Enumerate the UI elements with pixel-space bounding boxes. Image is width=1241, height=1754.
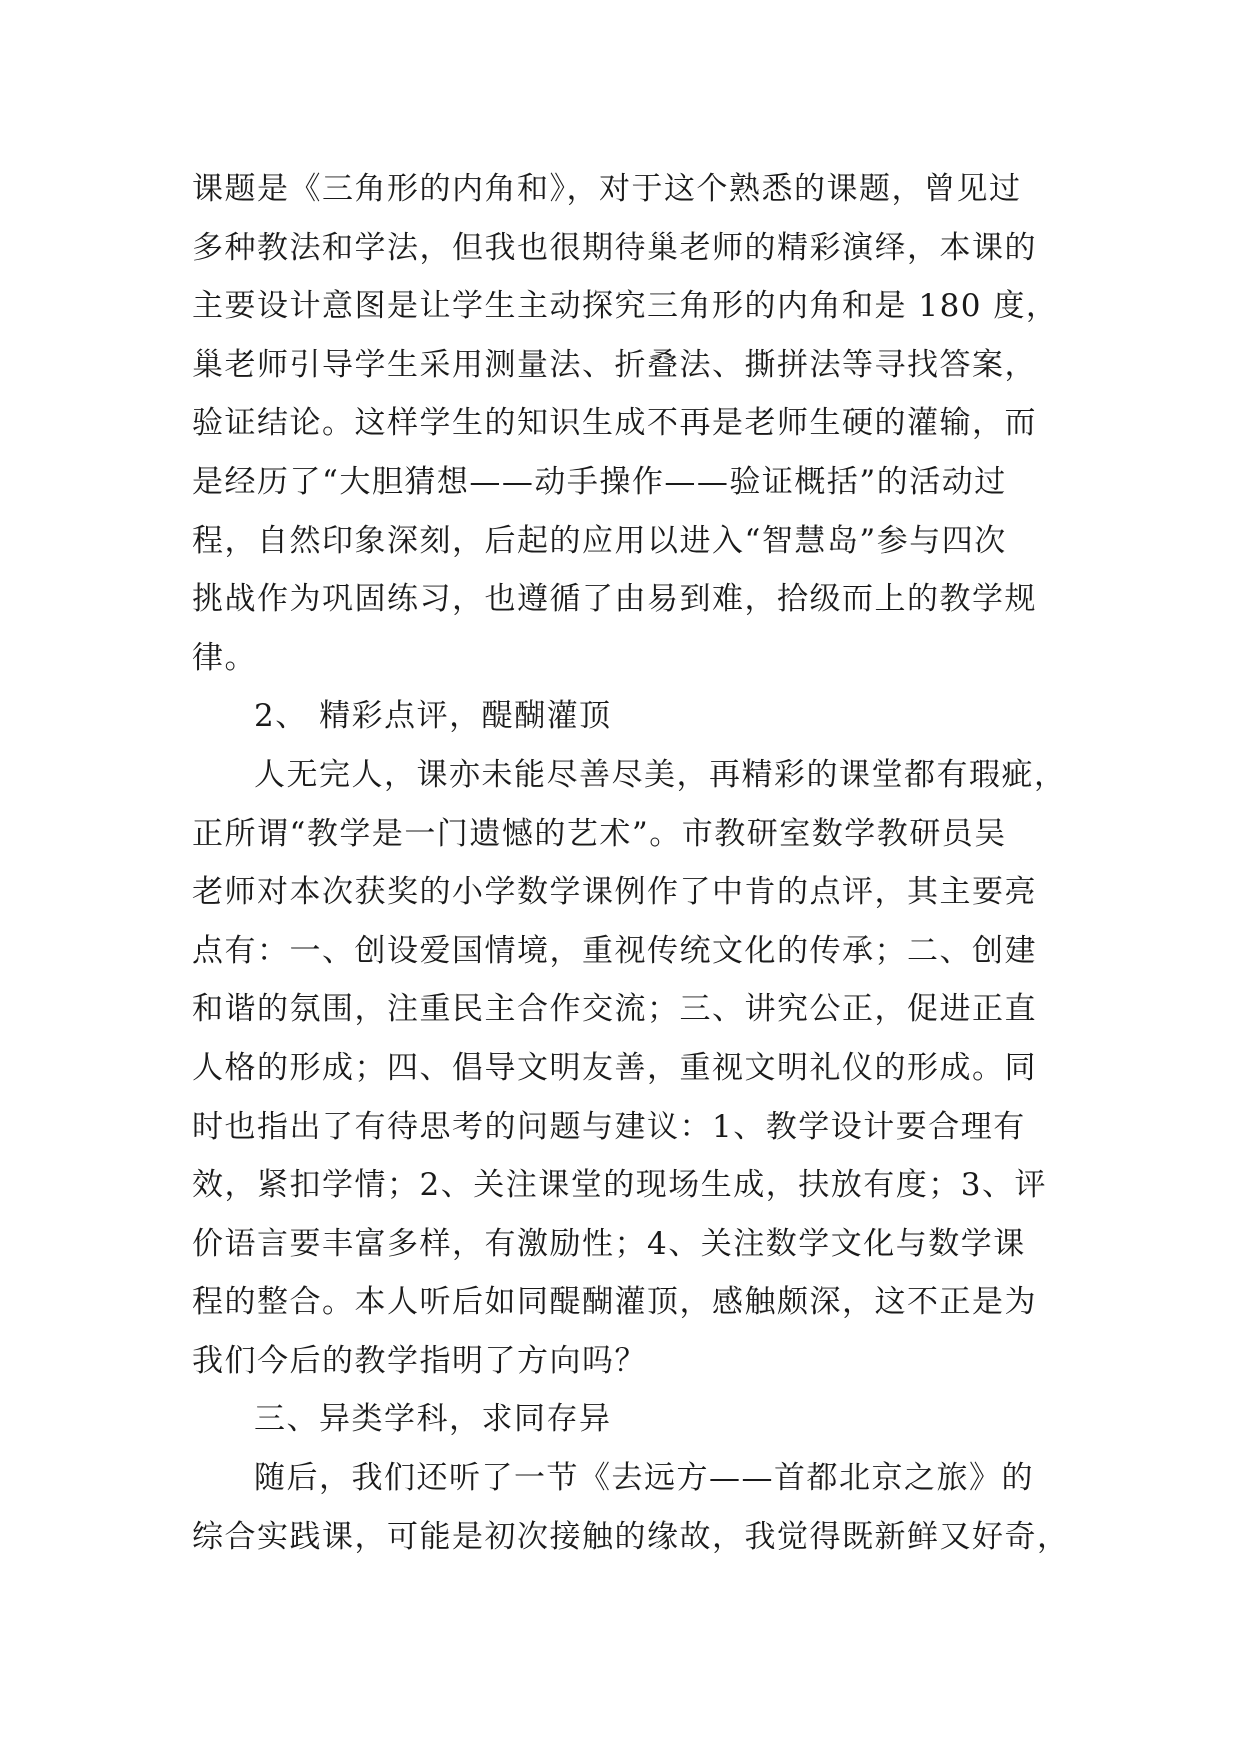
text-line: 随后，我们还听了一节《去远方——首都北京之旅》的 <box>254 1460 1034 1497</box>
text-line: 我们今后的教学指明了方向吗？ <box>192 1342 647 1379</box>
text-line: 和谐的氛围，注重民主合作交流；三、讲究公正，促进正直 <box>192 991 1037 1028</box>
text-line: 点有：一、创设爱国情境，重视传统文化的传承；二、创建 <box>192 932 1037 969</box>
text-line: 验证结论。这样学生的知识生成不再是老师生硬的灌输，而 <box>192 405 1037 442</box>
text-line: 三、异类学科，求同存异 <box>254 1401 612 1438</box>
text-line: 时也指出了有待思考的问题与建议：1、教学设计要合理有 <box>192 1108 1026 1145</box>
text-line: 课题是《三角形的内角和》，对于这个熟悉的课题，曾见过 <box>192 171 1022 207</box>
text-line: 是经历了“大胆猜想——动手操作——验证概括”的活动过 <box>192 463 1007 500</box>
text-line: 人无完人，课亦未能尽善尽美，再精彩的课堂都有瑕疵， <box>254 756 1067 793</box>
document-body <box>192 160 1072 1566</box>
text-line: 老师对本次获奖的小学数学课例作了中肯的点评，其主要亮 <box>192 874 1037 911</box>
text-line: 价语言要丰富多样，有激励性；4、关注数学文化与数学课 <box>192 1225 1026 1262</box>
text-line: 律。 <box>192 639 257 676</box>
text-line: 效，紧扣学情；2、关注课堂的现场生成，扶放有度；3、评 <box>192 1167 1047 1204</box>
text-line: 程的整合。本人听后如同醍醐灌顶，感触颇深，这不正是为 <box>192 1284 1037 1321</box>
text-line: 挑战作为巩固练习，也遵循了由易到难，拾级而上的教学规 <box>192 581 1037 618</box>
text-line: 2、 精彩点评，醍醐灌顶 <box>254 698 612 735</box>
text-line: 综合实践课，可能是初次接触的缘故，我觉得既新鲜又好奇， <box>192 1518 1070 1555</box>
text-line: 程，自然印象深刻，后起的应用以进入“智慧岛”参与四次 <box>192 522 1007 559</box>
text-line: 主要设计意图是让学生主动探究三角形的内角和是 180 度， <box>192 288 1059 325</box>
text-line: 巢老师引导学生采用测量法、折叠法、撕拼法等寻找答案， <box>192 346 1037 383</box>
text-line: 正所谓“教学是一门遗憾的艺术”。市教研室数学教研员吴 <box>192 815 1007 852</box>
text-line: 多种教法和学法，但我也很期待巢老师的精彩演绎，本课的 <box>192 229 1037 266</box>
text-line: 人格的形成；四、倡导文明友善，重视文明礼仪的形成。同 <box>192 1049 1037 1086</box>
